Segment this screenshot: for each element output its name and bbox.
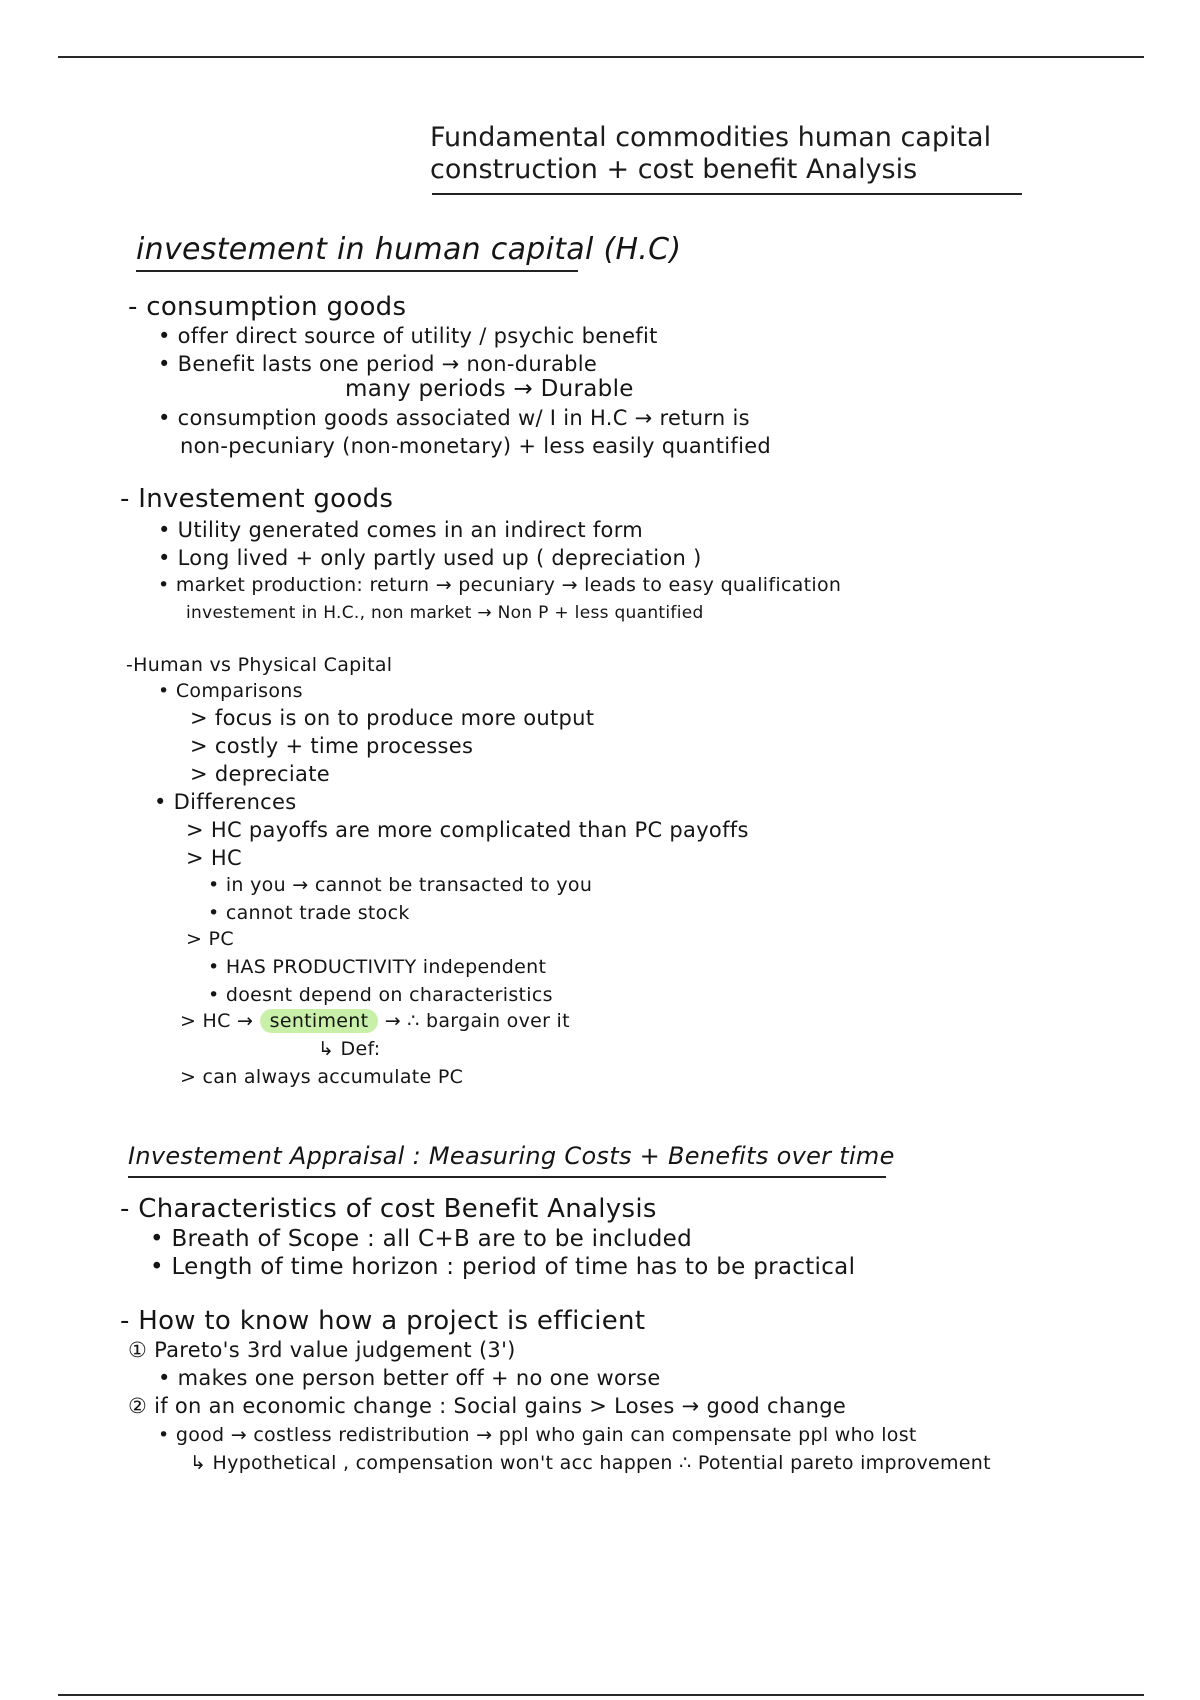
consumption-item-4: • consumption goods associated w/ I in H.C → return is bbox=[158, 406, 750, 430]
comparison-item-3: > depreciate bbox=[190, 762, 330, 786]
investment-goods-label: - Investement goods bbox=[120, 484, 394, 514]
section-heading-underline bbox=[136, 270, 578, 272]
investment-item-1: • Utility generated comes in an indirect form bbox=[158, 518, 644, 542]
difference-item-4: • cannot trade stock bbox=[208, 902, 410, 924]
definition-line: ↳ Def: bbox=[318, 1038, 381, 1060]
efficient-label: - How to know how a project is efficient bbox=[120, 1306, 646, 1336]
sentiment-prefix: > HC → bbox=[180, 1010, 254, 1032]
consumption-item-2: • Benefit lasts one period → non-durable bbox=[158, 352, 598, 376]
section-heading-appraisal: Investement Appraisal : Measuring Costs + Benefits over time bbox=[128, 1142, 895, 1170]
consumption-item-1: • offer direct source of utility / psychic benefit bbox=[158, 324, 658, 348]
comparison-item-2: > costly + time processes bbox=[190, 734, 474, 758]
efficient-item-1: ① Pareto's 3rd value judgement (3') bbox=[128, 1338, 516, 1362]
investment-item-3: • market production: return → pecuniary → leads to easy qualification bbox=[158, 574, 842, 596]
characteristics-item-2: • Length of time horizon : period of time has to be practical bbox=[150, 1254, 856, 1280]
human-vs-physical-label: -Human vs Physical Capital bbox=[126, 654, 393, 676]
comparison-item-1: > focus is on to produce more output bbox=[190, 706, 595, 730]
title-line-1: Fundamental commodities human capital bbox=[430, 122, 992, 153]
efficient-item-2: • makes one person better off + no one worse bbox=[158, 1366, 661, 1390]
investment-item-4: investement in H.C., non market → Non P + less quantified bbox=[186, 603, 704, 623]
title-underline bbox=[432, 193, 1022, 195]
difference-item-1: > HC payoffs are more complicated than PC payoffs bbox=[186, 818, 749, 842]
title-line-2: construction + cost benefit Analysis bbox=[430, 154, 918, 185]
difference-item-2: > HC bbox=[186, 846, 242, 870]
investment-item-2: • Long lived + only partly used up ( depreciation ) bbox=[158, 546, 702, 570]
section-heading-appraisal-underline bbox=[128, 1176, 886, 1178]
characteristics-item-1: • Breath of Scope : all C+B are to be included bbox=[150, 1226, 692, 1252]
efficient-item-3: ② if on an economic change : Social gains > Loses → good change bbox=[128, 1394, 847, 1418]
comparisons-label: • Comparisons bbox=[158, 680, 303, 702]
consumption-item-3: many periods → Durable bbox=[345, 376, 634, 402]
top-rule bbox=[58, 56, 1144, 58]
difference-item-5: > PC bbox=[186, 928, 234, 950]
sentiment-highlight: sentiment bbox=[260, 1009, 379, 1033]
consumption-goods-label: - consumption goods bbox=[128, 292, 407, 322]
difference-item-6: • HAS PRODUCTIVITY independent bbox=[208, 956, 547, 978]
bottom-rule bbox=[58, 1694, 1144, 1696]
difference-item-7: • doesnt depend on characteristics bbox=[208, 984, 553, 1006]
characteristics-label: - Characteristics of cost Benefit Analysis bbox=[120, 1194, 657, 1224]
sentiment-line bbox=[180, 1010, 570, 1032]
consumption-item-5: non-pecuniary (non-monetary) + less easily quantified bbox=[180, 434, 772, 458]
accumulate-line: > can always accumulate PC bbox=[180, 1066, 464, 1088]
differences-label: • Differences bbox=[154, 790, 297, 814]
difference-item-3: • in you → cannot be transacted to you bbox=[208, 874, 593, 896]
sentiment-suffix: → ∴ bargain over it bbox=[384, 1010, 570, 1032]
page-title bbox=[430, 122, 1030, 186]
section-heading-human-capital: investement in human capital (H.C) bbox=[136, 232, 682, 267]
efficient-item-4: • good → costless redistribution → ppl who gain can compensate ppl who lost bbox=[158, 1424, 917, 1446]
efficient-item-5: ↳ Hypothetical , compensation won't acc happen ∴ Potential pareto improvement bbox=[190, 1452, 991, 1474]
